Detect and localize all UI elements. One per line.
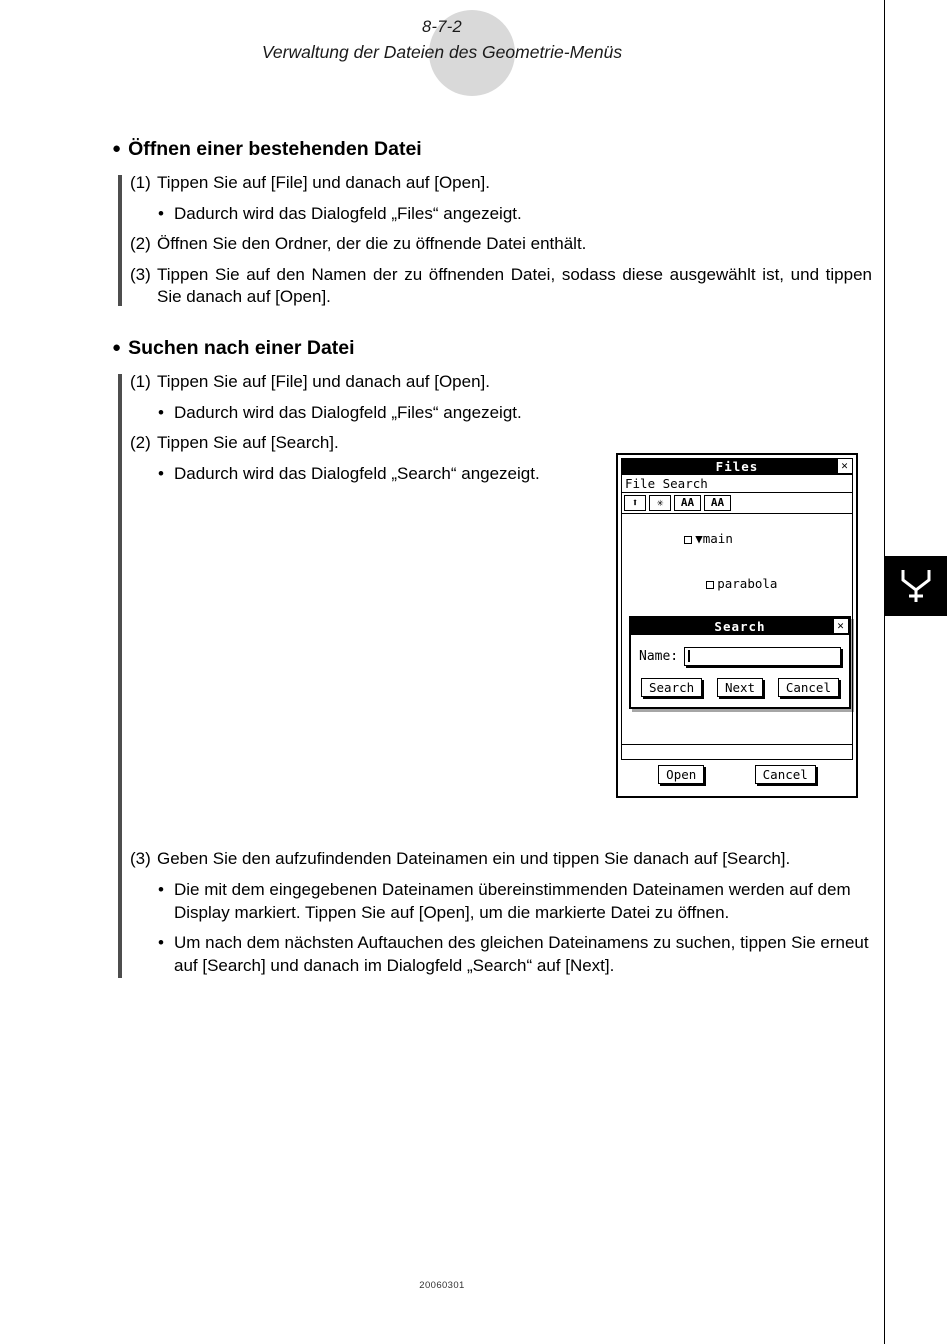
files-window-titlebar bbox=[621, 458, 853, 475]
sub-bullet-icon: • bbox=[158, 463, 164, 483]
files-tree-list[interactable] bbox=[621, 514, 853, 745]
page-edge-rule bbox=[884, 0, 885, 1344]
list-item-number: (1) bbox=[130, 372, 151, 392]
files-menubar[interactable]: File Search bbox=[621, 475, 853, 493]
list-item-number: (2) bbox=[130, 433, 151, 453]
cancel-button[interactable]: Cancel bbox=[755, 765, 816, 784]
search-dialog-body bbox=[631, 635, 849, 707]
sub-bullet-icon: • bbox=[158, 933, 164, 953]
list-item-number: (3) bbox=[130, 849, 151, 869]
checkbox[interactable] bbox=[706, 581, 714, 589]
list-item bbox=[130, 233, 872, 256]
sub-bullet-icon: • bbox=[158, 203, 164, 223]
list-item-number: (3) bbox=[130, 264, 151, 284]
section-heading-open-file bbox=[112, 138, 872, 161]
cancel-button[interactable]: Cancel bbox=[778, 678, 839, 697]
list-item bbox=[130, 371, 872, 394]
files-statusbar bbox=[621, 745, 853, 760]
list-item-text: Tippen Sie auf [File] und danach auf [Open]. bbox=[157, 372, 490, 392]
checkbox[interactable] bbox=[684, 536, 692, 544]
name-field-row bbox=[639, 647, 841, 666]
list-item-text: Öffnen Sie den Ordner, der die zu öffnende Datei enthält. bbox=[157, 234, 587, 254]
list-item-text: Dadurch wird das Dialogfeld „Files“ angezeigt. bbox=[174, 402, 522, 422]
list-item[interactable] bbox=[624, 561, 852, 606]
search-button[interactable]: Search bbox=[641, 678, 702, 697]
list-item bbox=[158, 402, 872, 425]
list-item-text: Um nach dem nächsten Auftauchen des gleichen Dateinamens zu suchen, tippen Sie erneut auf [Search] und danach im Dialogfeld „Search“ auf [Next]. bbox=[174, 933, 869, 975]
list-item-text: Die mit dem eingegebenen Dateinamen übereinstimmenden Dateinamen werden auf dem Display markiert. Tippen Sie auf [Open], um die markierte Datei zu öffnen. bbox=[174, 880, 851, 922]
close-icon[interactable]: ✕ bbox=[838, 459, 852, 473]
files-toolbar bbox=[621, 493, 853, 514]
page-number: 8-7-2 bbox=[421, 18, 463, 36]
list-item bbox=[130, 848, 872, 871]
search-dialog-titlebar bbox=[631, 618, 849, 635]
find-icon[interactable]: AA bbox=[674, 495, 701, 511]
folder-up-icon[interactable]: ⬆ bbox=[624, 495, 646, 511]
geometry-icon bbox=[899, 566, 933, 606]
chapter-tab-marker bbox=[884, 556, 947, 616]
list-item[interactable] bbox=[624, 516, 852, 561]
list-item-number: (1) bbox=[130, 173, 151, 192]
list-item bbox=[158, 203, 872, 226]
footer-code: 20060301 bbox=[419, 1280, 465, 1291]
next-button[interactable]: Next bbox=[717, 678, 763, 697]
find-next-icon[interactable]: AA bbox=[704, 495, 731, 511]
list-item bbox=[158, 879, 872, 924]
list-item-text: Tippen Sie auf [File] und danach auf [Open]. bbox=[157, 173, 490, 192]
list-item-text: Tippen Sie auf [Search]. bbox=[157, 433, 339, 453]
close-icon[interactable]: ✕ bbox=[834, 619, 848, 633]
list-item bbox=[130, 172, 872, 195]
name-input[interactable] bbox=[684, 647, 841, 666]
folder-label[interactable]: main bbox=[702, 531, 733, 546]
list-item bbox=[158, 932, 872, 977]
list-item-text: Dadurch wird das Dialogfeld „Search“ angezeigt. bbox=[174, 463, 540, 483]
section-gap bbox=[112, 317, 872, 337]
expander-icon[interactable]: ▼ bbox=[695, 531, 703, 546]
heading-bullet-icon: ● bbox=[112, 140, 122, 157]
name-label: Name: bbox=[639, 649, 679, 664]
sub-bullet-icon: • bbox=[158, 880, 164, 900]
files-button-row bbox=[621, 760, 853, 788]
new-folder-icon[interactable]: ✳ bbox=[649, 495, 671, 511]
sub-bullet-icon: • bbox=[158, 402, 164, 422]
text-caret bbox=[688, 650, 690, 662]
section-heading-search-file bbox=[112, 337, 872, 360]
calculator-screenshot-figure bbox=[616, 453, 858, 798]
search-dialog-buttons bbox=[639, 678, 841, 699]
heading-text: Suchen nach einer Datei bbox=[128, 337, 355, 360]
page-header bbox=[0, 18, 884, 63]
list-item-number: (2) bbox=[130, 234, 151, 254]
open-button[interactable]: Open bbox=[658, 765, 704, 784]
section-body-open-file bbox=[112, 172, 872, 309]
list-item-text: Tippen Sie auf den Namen der zu öffnenden Datei, sodass diese ausgewählt ist, und tippen Sie danach auf [Open]. bbox=[157, 264, 872, 307]
heading-text: Öffnen einer bestehenden Datei bbox=[128, 138, 422, 160]
search-dialog-title: Search bbox=[714, 619, 766, 634]
list-item-text: Dadurch wird das Dialogfeld „Files“ angezeigt. bbox=[174, 203, 522, 223]
page-title: Verwaltung der Dateien des Geometrie-Menüs bbox=[261, 42, 623, 62]
list-item-text: Geben Sie den aufzufindenden Dateinamen ein und tippen Sie danach auf [Search]. bbox=[157, 849, 791, 869]
file-label[interactable]: parabola bbox=[717, 576, 778, 591]
search-dialog bbox=[629, 616, 851, 709]
list-item bbox=[130, 264, 872, 309]
list-item bbox=[130, 432, 872, 455]
heading-bullet-icon: ● bbox=[112, 339, 122, 357]
files-window-title: Files bbox=[715, 459, 759, 474]
